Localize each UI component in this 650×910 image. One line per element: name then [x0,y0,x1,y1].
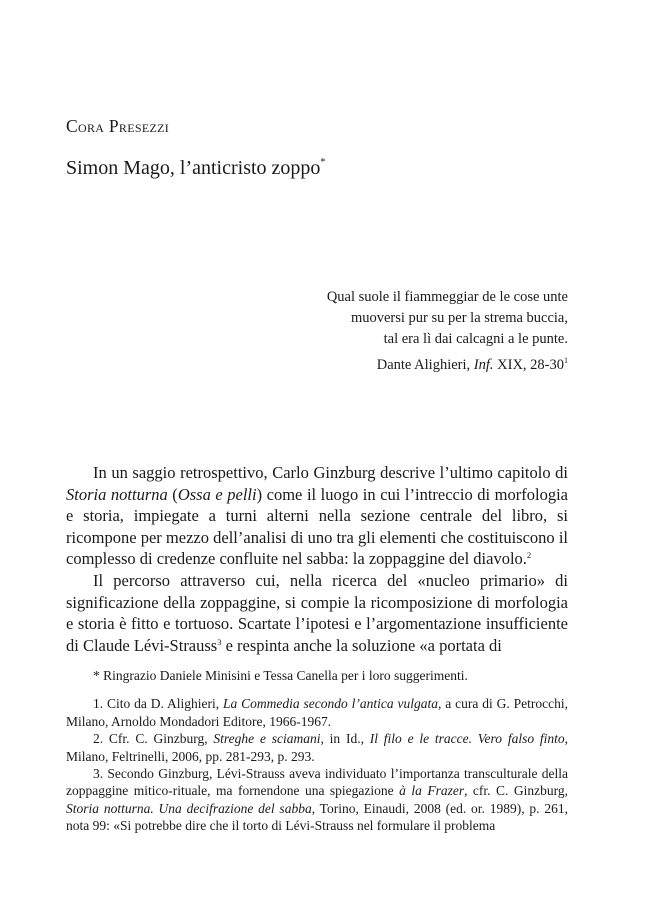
footnote-3 [66,765,568,835]
footnote-1 [66,695,568,730]
p2-text-b: e respinta anche la soluzione «a portata di [221,635,502,655]
article-title-text: Simon Mago, l’anticristo zoppo [66,157,321,179]
fn1-italic-b: La Commedia secondo l’antica vulgata [223,696,439,712]
fn3-text-a: 3. Secondo Ginzburg, Lévi-Strauss aveva individuato l’importanza transculturale della zoppaggine mitico-rituale, ma fornendone una spiegazione [66,766,568,799]
epigraph-source-ref: XIX, 28-30 [493,357,564,373]
body-text [66,462,568,656]
epigraph-source-work: Inf. [473,357,494,373]
epigraph-line: tal era lì dai calcagni a le punte. [383,331,568,347]
fn3-text-c: , cfr. C. Ginzburg, [464,783,568,799]
fn3-text-e: , Torino, Einaudi, 2008 (ed. or. 1989), p. 261, nota 99: «Si potrebbe dire che il torto di Lévi-Strauss nel formulare il problema [66,800,569,834]
paragraph-2 [66,570,568,656]
fn3-italic-b: à la Frazer [399,783,465,799]
footnote-2 [66,730,568,765]
author-name: Cora Presezzi [66,116,170,136]
p1-text-e: ) come il luogo in cui l’intreccio di morfologia e storia, impiegate a turni alterni nella sezione centrale del libro, si ricompone per mezzo dell’analisi di uno tra gli elementi che costituiscono il complesso di credenze confluite nel sabba: la zoppaggine del diavolo. [66,484,568,569]
fn2-text-c: , in Id., [320,731,370,747]
fn2-text-e: , Milano, Feltrinelli, 2006, pp. 281-293, p. 293. [66,731,568,764]
epigraph-line: Qual suole il fiammeggiar de le cose unte [326,289,568,305]
title-footnote-mark: * [320,157,326,168]
paragraph-1 [66,462,568,570]
fn2-italic-d: Il filo e le tracce. Vero falso finto [369,731,565,747]
epigraph [327,287,568,376]
fn3-italic-d: Storia notturna. Una decifrazione del sabba [66,800,312,816]
epigraph-line: muoversi pur su per la strema buccia, [350,310,568,326]
fn1-text-a: 1. Cito da D. Alighieri, [93,696,224,712]
article-title [66,157,325,180]
footnote-star: * Ringrazio Daniele Minisini e Tessa Canella per i loro suggerimenti. [93,668,468,683]
fn2-text-a: 2. Cfr. C. Ginzburg, [93,731,214,747]
footnote-ref-2: 2 [526,550,532,561]
fn2-italic-b: Streghe e sciamani [213,731,321,747]
p1-text-a: In un saggio retrospettivo, Carlo Ginzburg descrive l’ultimo capitolo di [93,463,568,482]
epigraph-source-author: Dante Alighieri, [376,357,474,373]
p1-text-c: ( [167,484,178,504]
fn1-text-c: , a cura di G. Petrocchi, Milano, Arnoldo Mondadori Editore, 1966-1967. [66,696,568,729]
p1-italic-b: Storia notturna [66,484,168,504]
footnotes [66,667,568,835]
p1-italic-d: Ossa e pelli [177,484,257,504]
footnote-ref-3: 3 [217,636,222,647]
p2-text-a: Il percorso attraverso cui, nella ricerca del «nucleo primario» di significazione della zoppaggine, si compie la ricomposizione di morfologia e storia è fitto e tortuoso. Scartate l’ipotesi e l’argomentazione insufficiente di Claude Lévi-Strauss [66,570,568,655]
footnote-ref-1: 1 [564,356,568,365]
epigraph-source [327,350,568,376]
